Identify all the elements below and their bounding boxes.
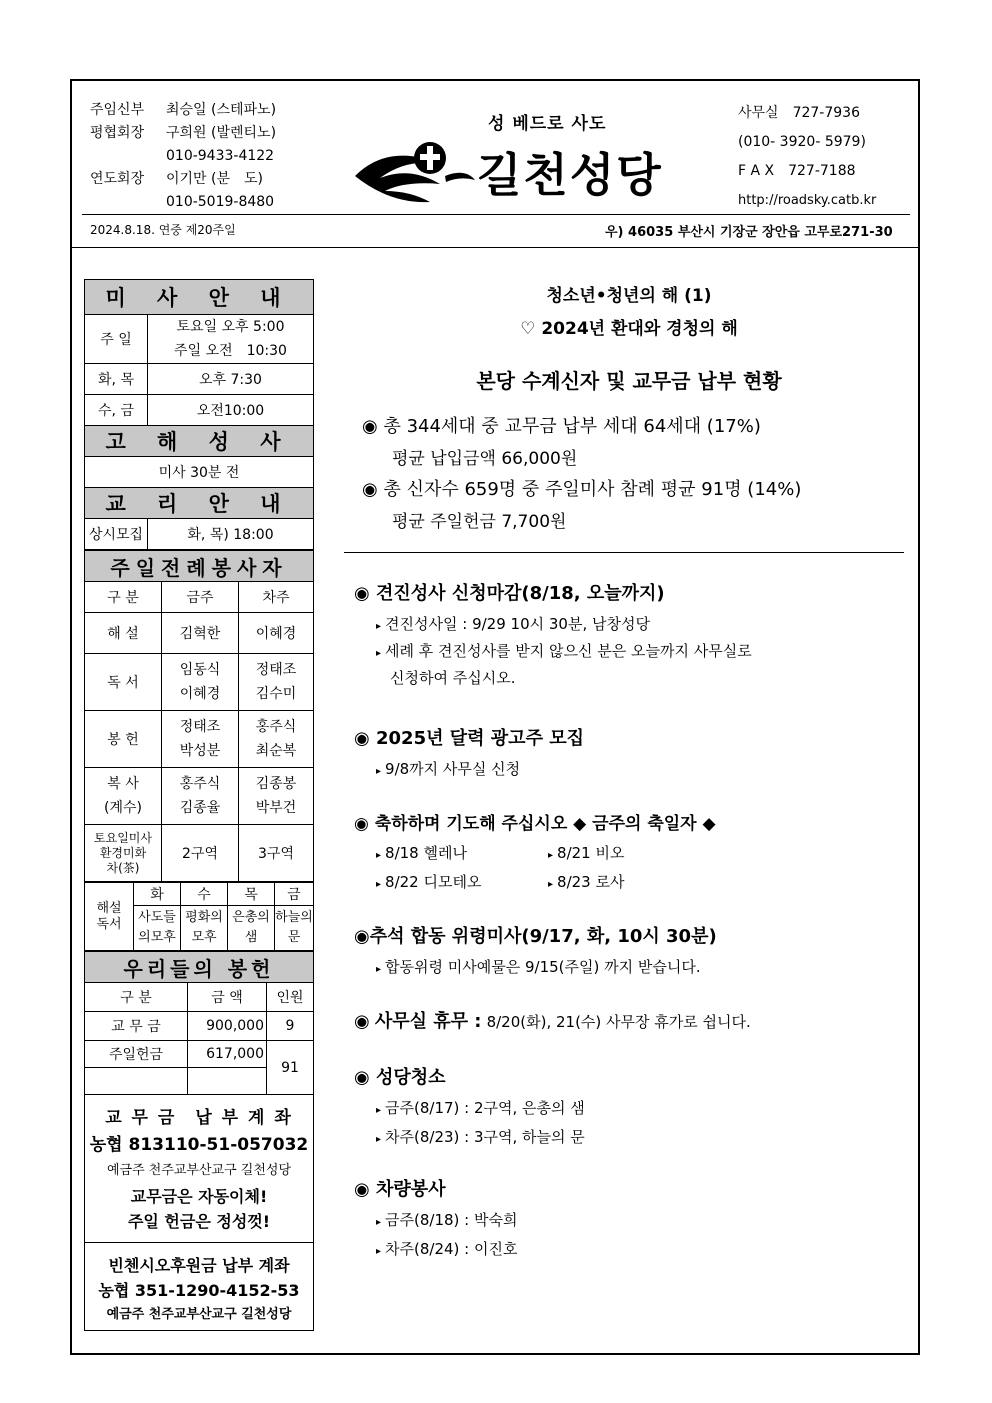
divider: [72, 247, 918, 248]
vincent-account-title: 빈첸시오후원금 납부 계좌: [108, 1256, 290, 1275]
triangle-icon: ▸: [376, 1105, 382, 1116]
liturgy-role: 토요일미사 환경미화 차(茶): [85, 825, 162, 882]
liturgy-role: 해 설: [85, 613, 162, 654]
triangle-icon: ▸: [376, 964, 382, 975]
bullet-icon: ◉: [362, 416, 378, 437]
reading-label: 해설독서: [85, 883, 134, 951]
reading-day: 목: [228, 883, 275, 906]
news-item: [354, 922, 914, 948]
liturgy-role: 봉 헌: [85, 711, 162, 768]
triangle-icon: ▸: [548, 879, 554, 890]
offering-head: 금 액: [188, 983, 267, 1012]
mass-title: 미 사 안 내: [85, 280, 314, 315]
triangle-icon: ▸: [376, 850, 382, 861]
liturgy-role: 독 서: [85, 654, 162, 711]
vincent-account: [84, 1243, 314, 1331]
headline-1: 청소년•청년의 해 (1): [546, 286, 712, 306]
bullet-icon: ◉: [362, 479, 378, 500]
news-title: 2025년 달력 광고주 모집: [376, 728, 585, 749]
website-url: http://roadsky.catb.kr: [738, 193, 877, 208]
triangle-icon: ▸: [548, 850, 554, 861]
sunday-label: 주 일: [85, 315, 148, 364]
bullet-icon: ◉: [354, 1011, 370, 1032]
news-line: 신청하여 주십시오.: [390, 669, 516, 687]
confession-time: 미사 30분 전: [85, 457, 314, 488]
news-item: [354, 1007, 914, 1033]
vincent-account-holder: 예금주 천주교부산교구 길천성당: [106, 1307, 292, 1322]
news-item: [354, 724, 914, 750]
stat-sub: 평균 납입금액 66,000원: [392, 449, 578, 469]
news-line: 차주(8/23) : 3구역, 하늘의 문: [385, 1128, 585, 1146]
feast-day: 8/23 로사: [557, 873, 625, 891]
church-address: 우) 46035 부산시 기장군 장안읍 고무로271-30: [605, 225, 893, 240]
news-title: 성당청소: [376, 1067, 446, 1088]
news-line: 세례 후 견진성사를 받지 않으신 분은 오늘까지 사무실로: [385, 642, 752, 660]
offering-amount: 617,000: [188, 1041, 267, 1068]
staff-value: 최승일 (스테파노): [166, 102, 277, 118]
reading-table: [84, 882, 314, 951]
tuethu-time: 오후 7:30: [148, 364, 314, 395]
liturgy-head: 구 분: [85, 582, 162, 613]
liturgy-table: [84, 550, 314, 882]
reading-group: 평화의모후: [181, 906, 228, 951]
liturgy-next: 홍주식 최순복: [239, 711, 314, 768]
bullet-icon: ◉: [354, 814, 369, 834]
news-inline: 8/20(화), 21(수) 사무장 휴가로 쉽니다.: [486, 1013, 751, 1031]
offering-empty: [85, 1068, 188, 1095]
stats: [362, 412, 914, 532]
liturgy-this: 홍주식 김종율: [162, 768, 239, 825]
staff-label: 연도회장: [90, 171, 145, 187]
reading-day: 수: [181, 883, 228, 906]
divider: [82, 214, 910, 215]
wedfri-label: 수, 금: [85, 395, 148, 426]
news-item: [354, 809, 914, 834]
liturgy-this: 정태조 박성분: [162, 711, 239, 768]
mobile-phone: (010- 3920- 5979): [738, 134, 866, 150]
offering-table: [84, 951, 314, 1095]
wedfri-time: 오전10:00: [148, 395, 314, 426]
schedule-table: [84, 279, 314, 550]
dues-account: [84, 1095, 314, 1243]
reading-day: 화: [134, 883, 181, 906]
header-contact: [738, 99, 876, 215]
news-title: 사무실 휴무 :: [374, 1011, 482, 1032]
dues-account-holder: 예금주 천주교부산교구 길천성당: [106, 1163, 292, 1178]
liturgy-this: 김혁한: [162, 613, 239, 654]
news-item: [354, 1063, 914, 1089]
offering-count: 9: [267, 1012, 314, 1041]
tuethu-label: 화, 목: [85, 364, 148, 395]
liturgy-next: 이혜경: [239, 613, 314, 654]
triangle-icon: ▸: [376, 1246, 382, 1257]
divider: [344, 552, 904, 553]
news-line: 금주(8/17) : 2구역, 은총의 샘: [385, 1099, 585, 1117]
offering-amount: 900,000: [188, 1012, 267, 1041]
news-line: 금주(8/18) : 박숙희: [385, 1211, 518, 1229]
offering-empty: [188, 1068, 267, 1095]
doctrine-title: 교 리 안 내: [85, 488, 314, 519]
office-phone: 사무실 727-7936: [738, 105, 860, 121]
triangle-icon: ▸: [376, 879, 382, 890]
triangle-icon: ▸: [376, 648, 382, 659]
bulletin-page: [70, 79, 920, 1355]
triangle-icon: ▸: [376, 766, 382, 777]
fax-number: F A X 727-7188: [738, 163, 856, 179]
doctrine-label: 상시모집: [85, 519, 148, 550]
confession-title: 고 해 성 사: [85, 426, 314, 457]
dues-note-2: 주일 헌금은 정성껏!: [127, 1212, 271, 1231]
offering-count: 91: [267, 1041, 314, 1095]
feast-day: 8/18 헬레나: [385, 844, 467, 862]
header-staff: [90, 99, 276, 214]
reading-group: 은총의샘: [228, 906, 275, 951]
news-title: 축하하며 기도해 주십시오 ◆ 금주의 축일자 ◆: [374, 814, 716, 834]
church-logo-icon: [350, 136, 480, 206]
liturgy-next: 정태조 김수미: [239, 654, 314, 711]
dues-account-title: 교 무 금 납 부 계 좌: [105, 1108, 293, 1128]
sunday-mass-2: 주일 오전 10:30: [174, 343, 287, 359]
offering-head: 인원: [267, 983, 314, 1012]
feast-day: 8/22 디모테오: [385, 873, 482, 891]
headline-2: ♡ 2024년 환대와 경청의 해: [520, 319, 738, 339]
news-item: [354, 1175, 914, 1201]
liturgy-next: 김종봉 박부건: [239, 768, 314, 825]
news-line: 차주(8/24) : 이진호: [385, 1240, 518, 1258]
bullet-icon: ◉: [354, 1179, 370, 1200]
issue-date: 2024.8.18. 연중 제20주일: [90, 223, 236, 237]
offering-head: 구 분: [85, 983, 188, 1012]
dues-account-number: 농협 813110-51-057032: [89, 1135, 309, 1155]
report-title: 본당 수계신자 및 교무금 납부 현황: [476, 369, 782, 393]
sunday-mass-1: 토요일 오후 5:00: [176, 319, 285, 335]
main-content: [344, 279, 914, 1259]
reading-group: 하늘의문: [275, 906, 314, 951]
news-line: 9/8까지 사무실 신청: [385, 760, 521, 778]
stat-sub: 평균 주일헌금 7,700원: [392, 512, 567, 532]
bullet-icon: ◉: [354, 583, 370, 604]
staff-value: 구희원 (발렌티노): [166, 125, 277, 141]
stat-line: 총 344세대 중 교무금 납부 세대 64세대 (17%): [383, 416, 761, 437]
triangle-icon: ▸: [376, 621, 382, 632]
church-name: 길천성당: [477, 148, 663, 202]
news-item: [354, 579, 914, 605]
bullet-icon: ◉: [354, 1067, 370, 1088]
bullet-icon: ◉: [354, 926, 370, 947]
liturgy-this: 임동식 이혜경: [162, 654, 239, 711]
feast-day: 8/21 비오: [557, 844, 625, 862]
church-subtitle: 성 베드로 사도: [488, 114, 607, 134]
news-title: 추석 합동 위령미사(9/17, 화, 10시 30분): [369, 926, 717, 947]
liturgy-head: 차주: [239, 582, 314, 613]
news-title: 견진성사 신청마감(8/18, 오늘까지): [376, 583, 665, 604]
liturgy-head: 금주: [162, 582, 239, 613]
triangle-icon: ▸: [376, 1217, 382, 1228]
doctrine-time: 화, 목) 18:00: [148, 519, 314, 550]
vincent-account-number: 농협 351-1290-4152-53: [98, 1281, 300, 1300]
staff-value: 010-9433-4122: [166, 148, 275, 164]
triangle-icon: ▸: [376, 1134, 382, 1145]
offering-title: 우리들의 봉헌: [85, 952, 314, 983]
dues-note-1: 교무금은 자동이체!: [130, 1187, 268, 1206]
staff-label: 주임신부: [90, 102, 145, 118]
news-list: [354, 579, 914, 1259]
news-line: 견진성사일 : 9/29 10시 30분, 남창성당: [385, 615, 650, 633]
offering-label: 교 무 금: [85, 1012, 188, 1041]
reading-group: 사도들의모후: [134, 906, 181, 951]
news-title: 차량봉사: [376, 1179, 446, 1200]
staff-value: 010-5019-8480: [166, 194, 275, 210]
stat-line: 총 신자수 659명 중 주일미사 참례 평균 91명 (14%): [383, 479, 802, 500]
reading-day: 금: [275, 883, 314, 906]
news-line: 합동위령 미사예물은 9/15(주일) 까지 받습니다.: [385, 958, 701, 976]
bullet-icon: ◉: [354, 728, 370, 749]
staff-value: 이기만 (분 도): [166, 171, 263, 187]
liturgy-next: 3구역: [239, 825, 314, 882]
liturgy-this: 2구역: [162, 825, 239, 882]
offering-label: 주일헌금: [85, 1041, 188, 1068]
sidebar: [84, 279, 314, 1331]
staff-label: 평협회장: [90, 125, 145, 141]
liturgy-title: 주일전례봉사자: [85, 551, 314, 582]
liturgy-role: 복 사 (계수): [85, 768, 162, 825]
